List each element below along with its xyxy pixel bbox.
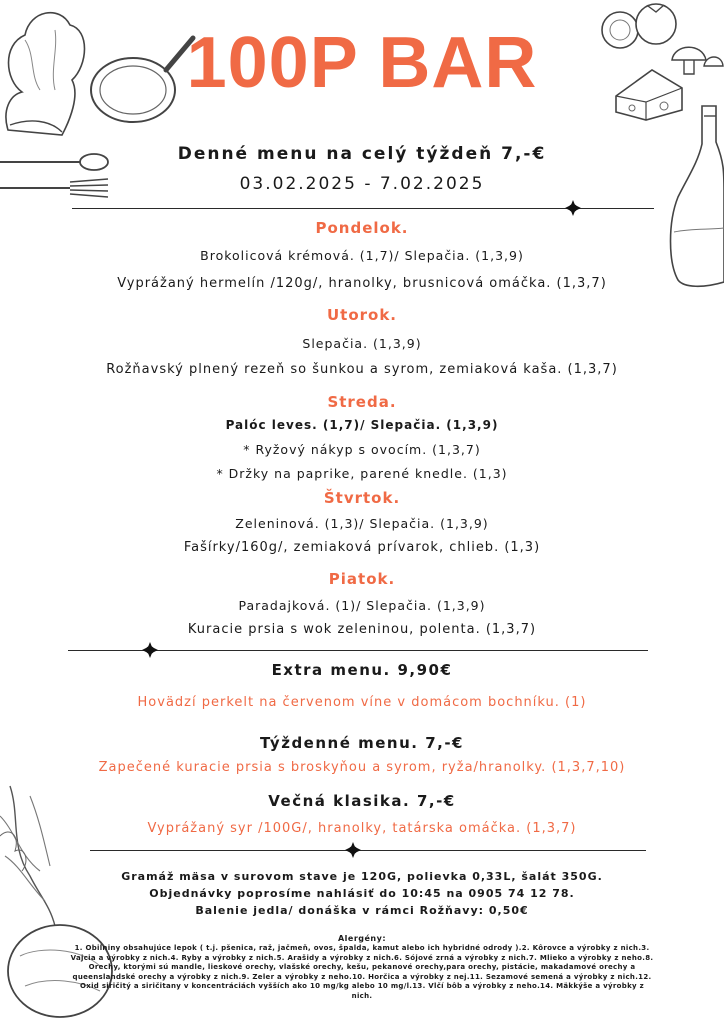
menu-item: Vyprážaný hermelín /120g/, hranolky, brusnicová omáčka. (1,3,7) bbox=[117, 276, 607, 291]
menu-item: Brokolicová krémová. (1,7)/ Slepačia. (1,3,9) bbox=[200, 248, 524, 263]
menu-dates: 03.02.2025 - 7.02.2025 bbox=[239, 174, 485, 194]
classic-menu-heading: Večná klasika. 7,-€ bbox=[268, 792, 456, 810]
divider-ornament-middle bbox=[142, 642, 158, 658]
divider-ornament-top bbox=[565, 200, 581, 216]
menu-item: Rožňavský plnený rezeň so šunkou a syrom, zemiaková kaša. (1,3,7) bbox=[106, 362, 618, 377]
day-heading-tuesday: Utorok. bbox=[326, 306, 398, 324]
weekly-menu-item: Zapečené kuracie prsia s broskyňou a syrom, ryža/hranolky. (1,3,7,10) bbox=[98, 760, 626, 775]
info-line: Gramáž mäsa v surovom stave je 120G, polievka 0,33L, šalát 350G. bbox=[121, 870, 603, 883]
menu-item: * Ryžový nákyp s ovocím. (1,3,7) bbox=[243, 442, 481, 457]
weekly-menu-heading: Týždenné menu. 7,-€ bbox=[259, 734, 464, 752]
day-heading-wednesday: Streda. bbox=[327, 393, 397, 411]
day-heading-monday: Pondelok. bbox=[315, 219, 409, 237]
day-heading-friday: Piatok. bbox=[328, 570, 396, 588]
divider-bottom bbox=[90, 850, 646, 851]
info-line: Balenie jedla/ donáška v rámci Rožňavy: 0,50€ bbox=[195, 904, 529, 917]
divider-ornament-bottom bbox=[345, 842, 361, 858]
page-title: 100P BAR bbox=[186, 23, 538, 103]
day-heading-thursday: Štvrtok. bbox=[323, 489, 401, 507]
extra-menu-item: Hovädzí perkelt na červenom víne v domácom bochníku. (1) bbox=[137, 695, 587, 710]
menu-item: Palóc leves. (1,7)/ Slepačia. (1,3,9) bbox=[225, 418, 499, 432]
menu-item: Kuracie prsia s wok zeleninou, polenta. (1,3,7) bbox=[187, 622, 537, 637]
oil-bottle-icon bbox=[664, 102, 724, 292]
menu-item: Paradajková. (1)/ Slepačia. (1,3,9) bbox=[238, 598, 486, 613]
menu-item: Zeleninová. (1,3)/ Slepačia. (1,3,9) bbox=[235, 516, 489, 531]
menu-item: * Držky na paprike, parené knedle. (1,3) bbox=[216, 466, 508, 481]
menu-item: Slepačia. (1,3,9) bbox=[302, 336, 422, 351]
info-line: Objednávky poprosíme nahlásiť do 10:45 na 0905 74 12 78. bbox=[149, 887, 575, 900]
allergens-text: 1. Obilniny obsahujúce lepok ( t.j. pšenica, raž, jačmeň, ovos, špalda, kamut alebo ich hybridné odrody ).2. Kôrovce a výrobky z nich.3. Vajcia a výrobky z nich.4. Ryby a výrobky z nich.5. Arašidy a výrobky z nich.6. Sójové zrná a výrobky z nich.7. Mlieko a výrobky z neho.8. Orechy, ktorými sú mandle, lieskové orechy, vlašské orechy, kešu, pekanové orechy,para orechy, pistácie, makadamové orechy a queenslandské orechy a výrobky z nich.9. Zeler a výrobky z neho.10. Horčica a výrobky z nej.11. Sezamové semená a výrobky z nich.12. Oxid siričitý a siričitany v koncentráciách vyšších ako 10 mg/kg alebo 10 mg/l.13. Vlčí bôb a výrobky z neho.14. Mäkkýše a výrobky z nich. bbox=[70, 944, 654, 1000]
menu-subtitle: Denné menu na celý týždeň 7,-€ bbox=[177, 144, 547, 164]
allergens-heading: Alergény: bbox=[337, 934, 387, 943]
classic-menu-item: Vyprážaný syr /100G/, hranolky, tatárska omáčka. (1,3,7) bbox=[147, 821, 577, 836]
extra-menu-heading: Extra menu. 9,90€ bbox=[271, 661, 453, 679]
menu-item: Fašírky/160g/, zemiaková prívarok, chlieb. (1,3) bbox=[183, 540, 541, 555]
